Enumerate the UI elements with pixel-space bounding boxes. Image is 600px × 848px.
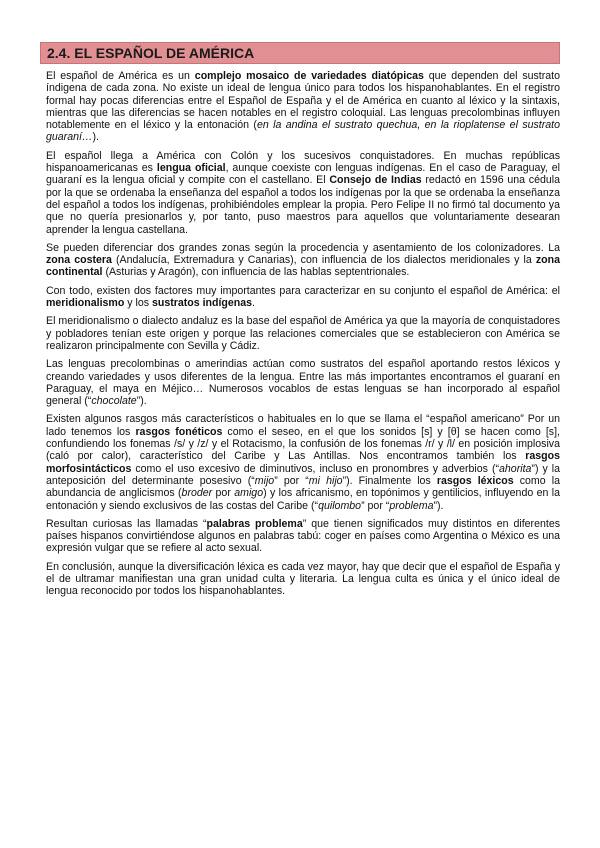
bold-text: meridionalismo	[46, 297, 125, 310]
text-run: ” por “	[361, 499, 390, 512]
italic-text: en la andina el sustrato quechua, en la rioplatense el sustrato guaraní…	[46, 119, 560, 144]
italic-text: mi hijo	[308, 474, 343, 487]
bold-text: zona costera	[46, 254, 112, 267]
bold-text: zona continental	[46, 254, 560, 279]
text-run: El español llega a América con Colón y los sucesivos conquistadores. En muchas repúblicas hispanoamericanas es	[46, 149, 560, 175]
bold-text: sustratos indígenas	[151, 297, 253, 310]
text-run: ) y los africanismo, en topónimos y gentilicios, influyendo en la entonación y siendo exclusivos de las costas del Caribe (“	[46, 487, 560, 512]
bold-text: lengua oficial	[156, 162, 226, 175]
bold-text: rasgos léxicos	[436, 474, 514, 487]
text-run: y los	[124, 297, 152, 310]
paragraph	[46, 561, 560, 598]
text-run: por	[212, 487, 235, 500]
paragraph	[46, 285, 560, 310]
text-run: como el uso excesivo de diminutivos, incluso en pronombres y adverbios (“	[131, 462, 500, 475]
text-run: El meridionalismo o dialecto andaluz es la base del español de América ya que la mayoría de conquistadores y pobladores tenían este origen y porque las relaciones comerciales que se establecieron con América se realizaron principalmente con Sevilla y Cádiz.	[46, 315, 560, 352]
document-body	[40, 70, 560, 598]
paragraph	[46, 518, 560, 555]
text-run: En conclusión, aunque la diversificación léxica es cada vez mayor, hay que decir que el español de España y el de ultramar manifiestan una gran unidad culta y literaria. La lengua culta es única y el único ideal de lengua reconocido por todos los hispanohablantes.	[46, 560, 560, 598]
text-run: , aunque coexiste con lenguas indígenas. En el caso de Paraguay, el guaraní es la lengua oficial y compite con el castellano. El	[46, 162, 560, 187]
text-run: Las lenguas precolombinas o amerindias actúan como sustratos del español aportando restos léxicos y creando variedades y usos diferentes de la lengua. Entre las más importantes encontramos el guaraní en Paraguay, el maya en Méjico… Numerosos vocablos de estas lenguas se han incorporado al español general (“	[46, 358, 560, 408]
paragraph	[46, 413, 560, 511]
italic-text: chocolate	[91, 395, 137, 408]
text-run: Resultan curiosas las llamadas “	[46, 517, 207, 530]
bold-text: rasgos morfosintácticos	[46, 450, 560, 475]
text-run: (Asturias y Aragón), con influencia de las hablas septentrionales.	[102, 266, 410, 279]
text-run: como el seseo, en el que los sonidos [s] y [θ] se hacen como [s], confundiendo los fonemas /s/ y /z/ y el Rotacismo, la confusión de los fonemas /r/ y /l/ en posición implosiva (caló por calor), característico del Caribe y Las Antillas. Nos encontramos también los	[46, 425, 560, 463]
text-run: ).	[92, 131, 100, 144]
text-run: Se pueden diferenciar dos grandes zonas según la procedencia y asentamiento de los colonizadores. La	[46, 241, 560, 254]
paragraph	[46, 150, 560, 236]
text-run: como la abundancia de anglicismos (	[46, 474, 561, 500]
bold-text: palabras problema	[206, 517, 303, 530]
italic-text: quilombo	[318, 499, 362, 512]
text-run: Existen algunos rasgos más característicos o habituales en lo que se llama el “español americano” Por un lado tenemos los	[46, 413, 560, 438]
bold-text: complejo mosaico de variedades diatópicas	[194, 70, 424, 82]
text-run: (Andalucía, Extremadura y Canarias), con influencia de los dialectos meridionales y la	[111, 254, 536, 267]
paragraph	[46, 358, 560, 407]
text-run: El español de América es un	[46, 70, 195, 82]
italic-text: mijo	[254, 474, 275, 487]
italic-text: amigo	[234, 487, 264, 500]
paragraph	[46, 242, 560, 279]
text-run: ”).	[136, 395, 147, 408]
text-run: ” por “	[274, 474, 309, 487]
text-run: Con todo, existen dos factores muy importantes para caracterizar en su conjunto el español de América: el	[46, 284, 560, 297]
text-run: redactó en 1596 una cédula por la que se ordenaba la enseñanza del español a todos los indígenas por la que se ordenaba la enseñanza del español a todos los indígenas, prohibiéndoles emplear la propia. Pero Felipe II no firmó tal documento ya que no quería presionarlos y, por tanto, puso maestros para aquellos que voluntariamente desearan aprender la lengua castellana.	[46, 174, 560, 236]
italic-text: problema	[389, 499, 434, 512]
text-run: ”).	[433, 499, 444, 512]
section-heading: 2.4. EL ESPAÑOL DE AMÉRICA	[40, 42, 560, 64]
italic-text: broder	[181, 487, 213, 500]
text-run: ”). Finalmente los	[342, 474, 437, 487]
paragraph	[46, 70, 560, 144]
bold-text: rasgos fonéticos	[135, 425, 223, 438]
text-run: .	[252, 297, 255, 310]
italic-text: ahorita	[499, 462, 532, 475]
text-run: ”) y la anteposición del determinante posesivo (“	[46, 462, 561, 487]
text-run: ” que tienen significados muy distintos en diferentes países hispanos convirtiéndose algunos en palabras tabú: coger en países como Argentina o México es una expresión vulgar que se refiere al acto sexual.	[46, 517, 561, 555]
bold-text: Consejo de Indias	[329, 174, 422, 187]
text-run: que dependen del sustrato índigena de cada zona. No existe un ideal de lengua único para todos los hispanohablantes. En el registro formal hay pocas diferencias entre el Español de España y el de América en cuanto al léxico y la sintaxis, mientras que las diferencias se hacen notables en el registro coloquial. Las lenguas precolombinas influyen notablemente en el léxico y la entonación (	[46, 70, 561, 132]
paragraph	[46, 315, 560, 352]
